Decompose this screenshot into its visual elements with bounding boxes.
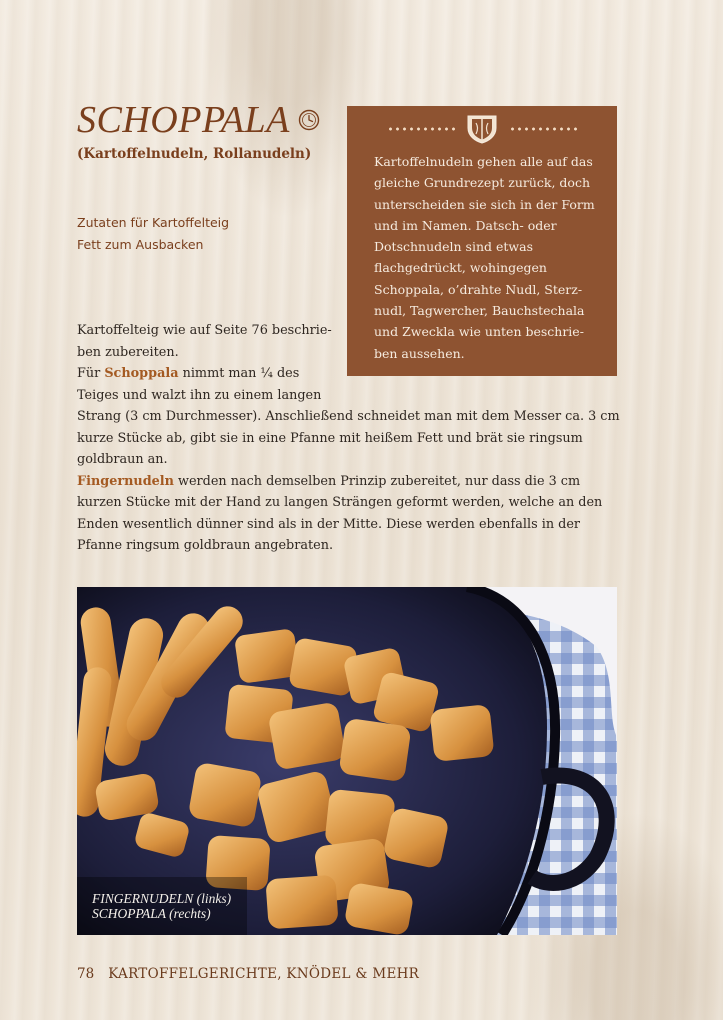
instruction-text: ben zubereiten. — [77, 344, 179, 360]
info-box-ornament — [347, 114, 617, 144]
food-photo-illustration — [77, 587, 617, 935]
ornament-dots-right — [509, 127, 577, 131]
page-title: SCHOPPALA — [77, 99, 290, 141]
instruction-paragraph — [77, 471, 627, 557]
recipe-instructions — [77, 320, 627, 557]
food-photo — [77, 587, 617, 935]
shield-emblem-icon — [465, 114, 499, 144]
instruction-text: nimmt man ¼ des — [178, 366, 300, 381]
chapter-title: KARTOFFELGERICHTE, KNÖDEL & MEHR — [108, 966, 420, 982]
ornament-dots-left — [387, 127, 455, 131]
instruction-paragraph — [77, 363, 627, 471]
recipe-subtitle: (Kartoffelnudeln, Rollanudeln) — [77, 146, 312, 162]
highlight-schoppala: Schoppala — [104, 366, 179, 381]
instruction-paragraph — [77, 320, 627, 363]
instruction-text: Teiges und walzt ihn zu einem langen — [77, 387, 322, 403]
instruction-text: Strang (3 cm Durchmesser). Anschließend schneidet man mit dem Messer ca. 3 cm kurze Stücke ab, gibt sie in eine Pfanne mit heißem Fett und brät sie ringsum goldbraun an. — [77, 409, 620, 467]
highlight-fingernudeln: Fingernudeln — [77, 473, 174, 489]
caption-line-fingernudeln: FINGERNUDELN (links) — [92, 891, 232, 906]
clock-icon — [298, 109, 320, 131]
page-footer — [77, 966, 419, 982]
page-number: 78 — [77, 966, 95, 982]
photo-caption — [92, 891, 231, 921]
ingredient-item: Fett zum Ausbacken — [77, 237, 204, 252]
caption-line-schoppala: SCHOPPALA (rechts) — [92, 906, 211, 921]
instruction-text: Für — [77, 366, 105, 381]
instruction-text: Kartoffelteig wie auf Seite 76 beschrie- — [77, 323, 332, 338]
info-box-text: Kartoffelnudeln gehen alle auf das gleiche Grundrezept zurück, doch unterscheiden sie sich in der Form und im Namen. Datsch- oder Dotschnudeln sind etwas flachgedrückt, wohingegen Schoppala, o’drahte Nudl, Sterz-nudl, Tagwercher, Bauchstechala und Zweckla wie unten beschrie-ben aussehen. — [374, 154, 595, 361]
ingredient-item: Zutaten für Kartoffelteig — [77, 215, 230, 230]
instruction-text: werden nach demselben Prinzip zubereitet, nur dass die 3 cm kurzen Stücke mit der Hand zu langen Strängen geformt werden, welche an den Enden wesentlich dünner sind als in der Mitte. Diese werden ebenfalls in der Pfanne ringsum goldbraun angebraten. — [77, 473, 603, 553]
ingredient-list — [77, 212, 229, 256]
title-row — [77, 98, 320, 142]
